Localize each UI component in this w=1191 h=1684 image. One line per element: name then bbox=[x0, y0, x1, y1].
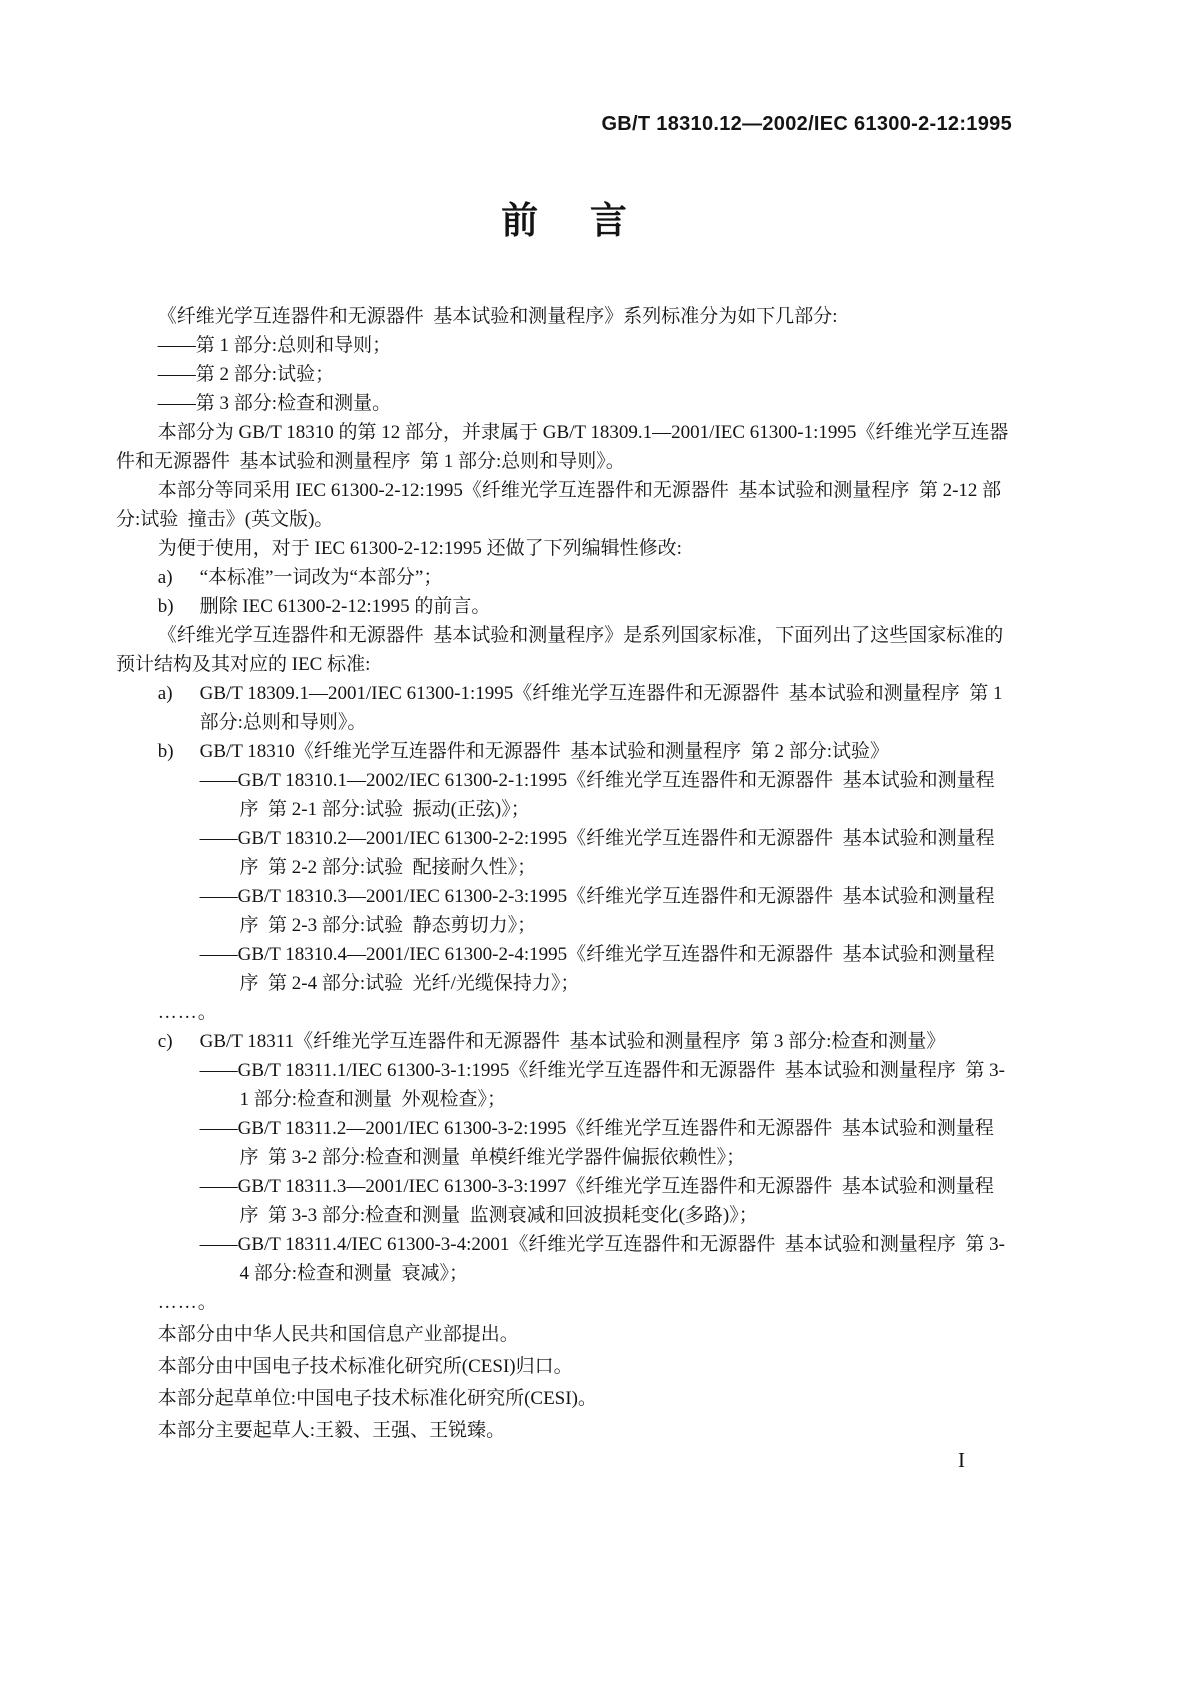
paragraph: 《纤维光学互连器件和无源器件 基本试验和测量程序》系列标准分为如下几部分: bbox=[157, 306, 838, 327]
list-item: ——GB/T 18311.1/IEC 61300-3-1:1995《纤维光学互连器件和无源器件 基本试验和测量程序 第 3-1 部分:检查和测量 外观检查》； bbox=[199, 1060, 1005, 1110]
list-item: ——第 3 部分:检查和测量。 bbox=[157, 393, 392, 414]
list-text: 删除 IEC 61300-2-12:1995 的前言。 bbox=[199, 596, 491, 617]
list-item bbox=[116, 592, 1012, 621]
paragraph: 本部分由中国电子技术标准化研究所(CESI)归口。 bbox=[157, 1356, 573, 1377]
list-marker: b) bbox=[157, 596, 174, 617]
paragraph: 《纤维光学互连器件和无源器件 基本试验和测量程序》是系列国家标准，下面列出了这些国家标准的预计结构及其对应的 IEC 标准: bbox=[116, 625, 1004, 675]
paragraph: 本部分主要起草人:王毅、王强、王锐臻。 bbox=[157, 1420, 506, 1441]
list-marker: a) bbox=[157, 683, 173, 704]
list-item: ——GB/T 18310.2—2001/IEC 61300-2-2:1995《纤维光学互连器件和无源器件 基本试验和测量程序 第 2-2 部分:试验 配接耐久性》； bbox=[199, 828, 995, 878]
list-item bbox=[116, 679, 1012, 737]
list-marker: b) bbox=[157, 741, 174, 762]
list-item bbox=[116, 563, 1012, 592]
list-text: GB/T 18309.1—2001/IEC 61300-1:1995《纤维光学互连器件和无源器件 基本试验和测量程序 第 1 部分:总则和导则》。 bbox=[199, 683, 1008, 733]
page-title: 前言 bbox=[501, 201, 679, 242]
page-number: I bbox=[958, 1448, 965, 1472]
list-text: GB/T 18311《纤维光学互连器件和无源器件 基本试验和测量程序 第 3 部分:检查和测量》 bbox=[199, 1031, 946, 1052]
standard-number: GB/T 18310.12—2002/IEC 61300-2-12:1995 bbox=[601, 113, 1012, 135]
list-item bbox=[116, 1027, 1012, 1056]
list-item: ——GB/T 18311.2—2001/IEC 61300-3-2:1995《纤维光学互连器件和无源器件 基本试验和测量程序 第 3-2 部分:检查和测量 单模纤维光学器件偏振依赖性》； bbox=[199, 1118, 994, 1168]
paragraph: 本部分为 GB/T 18310 的第 12 部分，并隶属于 GB/T 18309.1—2001/IEC 61300-1:1995《纤维光学互连器件和无源器件 基本试验和测量程序 第 1 部分:总则和导则》。 bbox=[116, 422, 1009, 472]
ellipsis-line: ……。 bbox=[157, 1002, 218, 1023]
list-item: ——GB/T 18311.4/IEC 61300-3-4:2001《纤维光学互连器件和无源器件 基本试验和测量程序 第 3-4 部分:检查和测量 衰减》； bbox=[199, 1234, 1005, 1284]
paragraph: 本部分等同采用 IEC 61300-2-12:1995《纤维光学互连器件和无源器件 基本试验和测量程序 第 2-12 部分:试验 撞击》(英文版)。 bbox=[116, 480, 1002, 530]
list-item: ——GB/T 18310.3—2001/IEC 61300-2-3:1995《纤维光学互连器件和无源器件 基本试验和测量程序 第 2-3 部分:试验 静态剪切力》； bbox=[199, 886, 995, 936]
paragraph: 为便于使用，对于 IEC 61300-2-12:1995 还做了下列编辑性修改: bbox=[157, 538, 682, 559]
list-text: GB/T 18310《纤维光学互连器件和无源器件 基本试验和测量程序 第 2 部分:试验》 bbox=[199, 741, 890, 762]
paragraph: 本部分起草单位:中国电子技术标准化研究所(CESI)。 bbox=[157, 1388, 597, 1409]
list-text: “本标准”一词改为“本部分”； bbox=[199, 567, 443, 588]
list-item: ——GB/T 18310.4—2001/IEC 61300-2-4:1995《纤维光学互连器件和无源器件 基本试验和测量程序 第 2-4 部分:试验 光纤/光缆保持力》； bbox=[199, 944, 995, 994]
page-content bbox=[116, 112, 1012, 1445]
list-item: ——第 2 部分:试验； bbox=[157, 364, 335, 385]
list-item bbox=[116, 737, 1012, 766]
list-marker: c) bbox=[157, 1031, 173, 1052]
list-marker: a) bbox=[157, 567, 173, 588]
ellipsis-line: ……。 bbox=[157, 1292, 218, 1313]
paragraph: 本部分由中华人民共和国信息产业部提出。 bbox=[157, 1324, 519, 1345]
list-item: ——第 1 部分:总则和导则； bbox=[157, 335, 392, 356]
foreword-body bbox=[116, 302, 1012, 1445]
list-item: ——GB/T 18310.1—2002/IEC 61300-2-1:1995《纤维光学互连器件和无源器件 基本试验和测量程序 第 2-1 部分:试验 振动(正弦)》； bbox=[199, 770, 995, 820]
list-item: ——GB/T 18311.3—2001/IEC 61300-3-3:1997《纤维光学互连器件和无源器件 基本试验和测量程序 第 3-3 部分:检查和测量 监测衰减和回波损耗变化(多路)》； bbox=[199, 1176, 994, 1226]
